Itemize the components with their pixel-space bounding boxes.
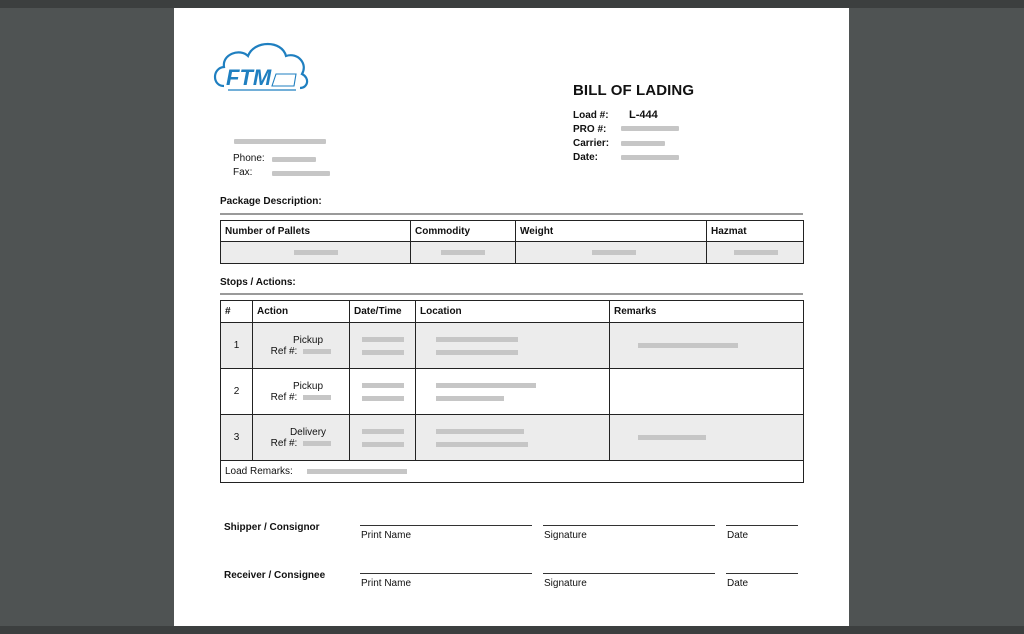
package-divider [220, 213, 803, 215]
stops-col-num: # [221, 301, 253, 323]
receiver-date-caption: Date [727, 578, 749, 589]
fax-value-redacted [272, 171, 330, 176]
stop-action-label: Pickup [292, 334, 323, 346]
package-col-pallets: Number of Pallets [221, 221, 411, 242]
receiver-label: Receiver / Consignee [224, 570, 326, 581]
receiver-date-line[interactable] [726, 573, 798, 574]
stop-row-3 [221, 415, 804, 461]
package-data-row [221, 242, 804, 264]
load-remarks-redacted [307, 469, 407, 474]
viewer-bottom-border [0, 626, 1024, 634]
stop-ref-label: Ref #: [270, 345, 298, 357]
logo-text: FTM [226, 65, 272, 90]
stops-col-location: Location [416, 301, 610, 323]
stop-datetime [350, 369, 416, 415]
stop-num: 1 [221, 323, 253, 369]
load-label: Load #: [573, 110, 609, 121]
stop-location [416, 323, 610, 369]
package-col-commodity: Commodity [411, 221, 516, 242]
stops-header-row [221, 301, 804, 323]
stop-ref-label: Ref #: [270, 391, 298, 403]
stop-action [253, 323, 350, 369]
shipper-print-caption: Print Name [361, 530, 412, 541]
shipper-label: Shipper / Consignor [224, 522, 320, 533]
shipper-signature-caption: Signature [544, 530, 587, 541]
pro-label: PRO #: [573, 124, 607, 135]
stops-table [220, 300, 804, 483]
stops-section-title: Stops / Actions: [220, 277, 296, 288]
stop-remarks [610, 415, 804, 461]
package-header-row [221, 221, 804, 242]
package-col-weight: Weight [516, 221, 707, 242]
commodity-cell [411, 242, 516, 264]
stop-location [416, 369, 610, 415]
stop-remarks [610, 369, 804, 415]
carrier-value-redacted [621, 141, 665, 146]
load-value: L-444 [629, 109, 658, 121]
stop-ref-redacted [303, 441, 331, 446]
package-table [220, 220, 804, 264]
pallets-cell [221, 242, 411, 264]
stops-divider [220, 293, 803, 295]
receiver-print-caption: Print Name [361, 578, 412, 589]
stop-row-2 [221, 369, 804, 415]
stops-col-datetime: Date/Time [350, 301, 416, 323]
stop-datetime [350, 323, 416, 369]
stop-remarks [610, 323, 804, 369]
stop-ref-redacted [303, 349, 331, 354]
stops-col-remarks: Remarks [610, 301, 804, 323]
load-remarks-cell [221, 461, 804, 483]
date-label: Date: [573, 152, 599, 163]
load-remarks-label: Load Remarks: [225, 466, 293, 477]
shipper-signature-line[interactable] [543, 525, 715, 526]
receiver-signature-line[interactable] [543, 573, 715, 574]
company-name-redacted [234, 139, 326, 144]
weight-cell [516, 242, 707, 264]
phone-value-redacted [272, 157, 316, 162]
stops-col-action: Action [253, 301, 350, 323]
load-remarks-row [221, 461, 804, 483]
fax-label: Fax: [233, 167, 253, 178]
hazmat-cell [707, 242, 804, 264]
stop-row-1 [221, 323, 804, 369]
shipper-print-line[interactable] [360, 525, 532, 526]
cloud-logo-icon [210, 36, 314, 98]
carrier-label: Carrier: [573, 138, 610, 149]
stop-action-label: Pickup [292, 380, 323, 392]
shipper-date-caption: Date [727, 530, 749, 541]
date-value-redacted [621, 155, 679, 160]
receiver-print-line[interactable] [360, 573, 532, 574]
stop-ref-label: Ref #: [270, 437, 298, 449]
stop-datetime [350, 415, 416, 461]
package-section-title: Package Description: [220, 196, 322, 207]
stop-action [253, 369, 350, 415]
stop-ref-redacted [303, 395, 331, 400]
stop-action [253, 415, 350, 461]
package-col-hazmat: Hazmat [707, 221, 804, 242]
stop-num: 2 [221, 369, 253, 415]
pro-value-redacted [621, 126, 679, 131]
shipper-date-line[interactable] [726, 525, 798, 526]
viewer-top-border [0, 0, 1024, 8]
document-title: BILL OF LADING [573, 82, 695, 99]
stop-num: 3 [221, 415, 253, 461]
stop-action-label: Delivery [289, 426, 327, 438]
company-logo [210, 36, 314, 98]
document-page [174, 8, 849, 626]
stop-location [416, 415, 610, 461]
receiver-signature-caption: Signature [544, 578, 587, 589]
phone-label: Phone: [233, 153, 265, 164]
